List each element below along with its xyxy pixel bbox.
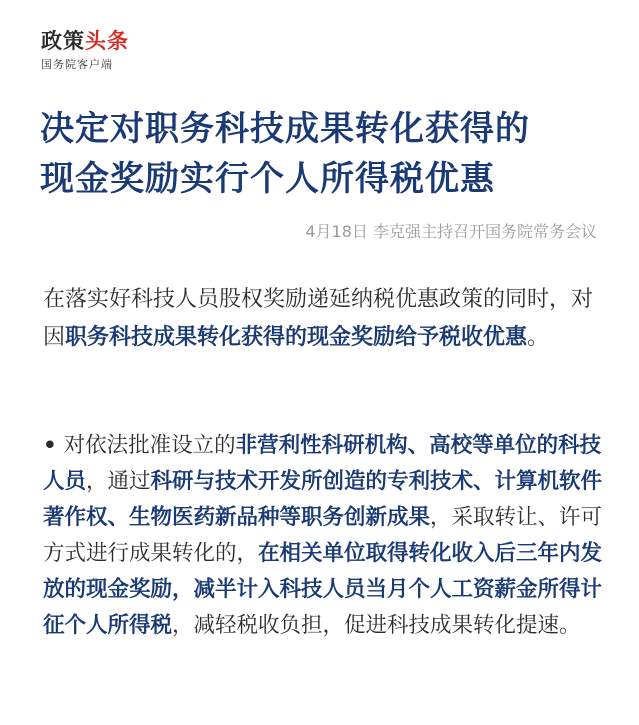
brand-title-part2: 头条 xyxy=(85,29,129,53)
paragraph-1-text: 在落实好科技人员股权奖励递延纳税优惠政策的同时，对因 xyxy=(43,287,594,350)
brand-subtitle: 国务院客户端 xyxy=(41,58,113,71)
brand-title-part1: 政策 xyxy=(41,29,85,53)
paragraph-2 xyxy=(43,428,613,644)
paragraph-2-highlight: 在相关单位取得转化收入后三年内发放的现金奖励，减半计入科技人员当月个人工资薪金所得计征个人所得税 xyxy=(43,541,603,638)
paragraph-2-text: ，减轻税收负担，促进科技成果转化提速。 xyxy=(172,613,581,638)
headline xyxy=(40,104,615,204)
paragraph-1-text: 。 xyxy=(527,325,550,350)
paragraph-2-text: 对依法批准设立的 xyxy=(63,433,236,458)
paragraph-1 xyxy=(43,281,613,357)
paragraph-2-highlight: 科研与技术开发所创造的专利技术、计算机软件著作权、生物医药新品种等职务创新成果 xyxy=(43,469,603,530)
brand-title xyxy=(41,28,129,54)
brand-logo xyxy=(41,28,129,73)
bullet-dot: • xyxy=(43,433,57,458)
paragraph-2-text: ，通过 xyxy=(86,469,151,494)
paragraph-1-highlight: 职务科技成果转化获得的现金奖励给予税收优惠 xyxy=(65,325,528,350)
paragraph-2-text: ，采取转让、许可方式进行成果转化的， xyxy=(43,505,603,566)
dateline: 4月18日 李克强主持召开国务院常务会议 xyxy=(305,222,597,241)
paragraph-2-highlight: 非营利性科研机构、高校等单位的科技人员 xyxy=(43,433,602,494)
headline-line-1: 决定对职务科技成果转化获得的 xyxy=(40,109,530,149)
headline-line-2: 现金奖励实行个人所得税优惠 xyxy=(40,159,495,199)
